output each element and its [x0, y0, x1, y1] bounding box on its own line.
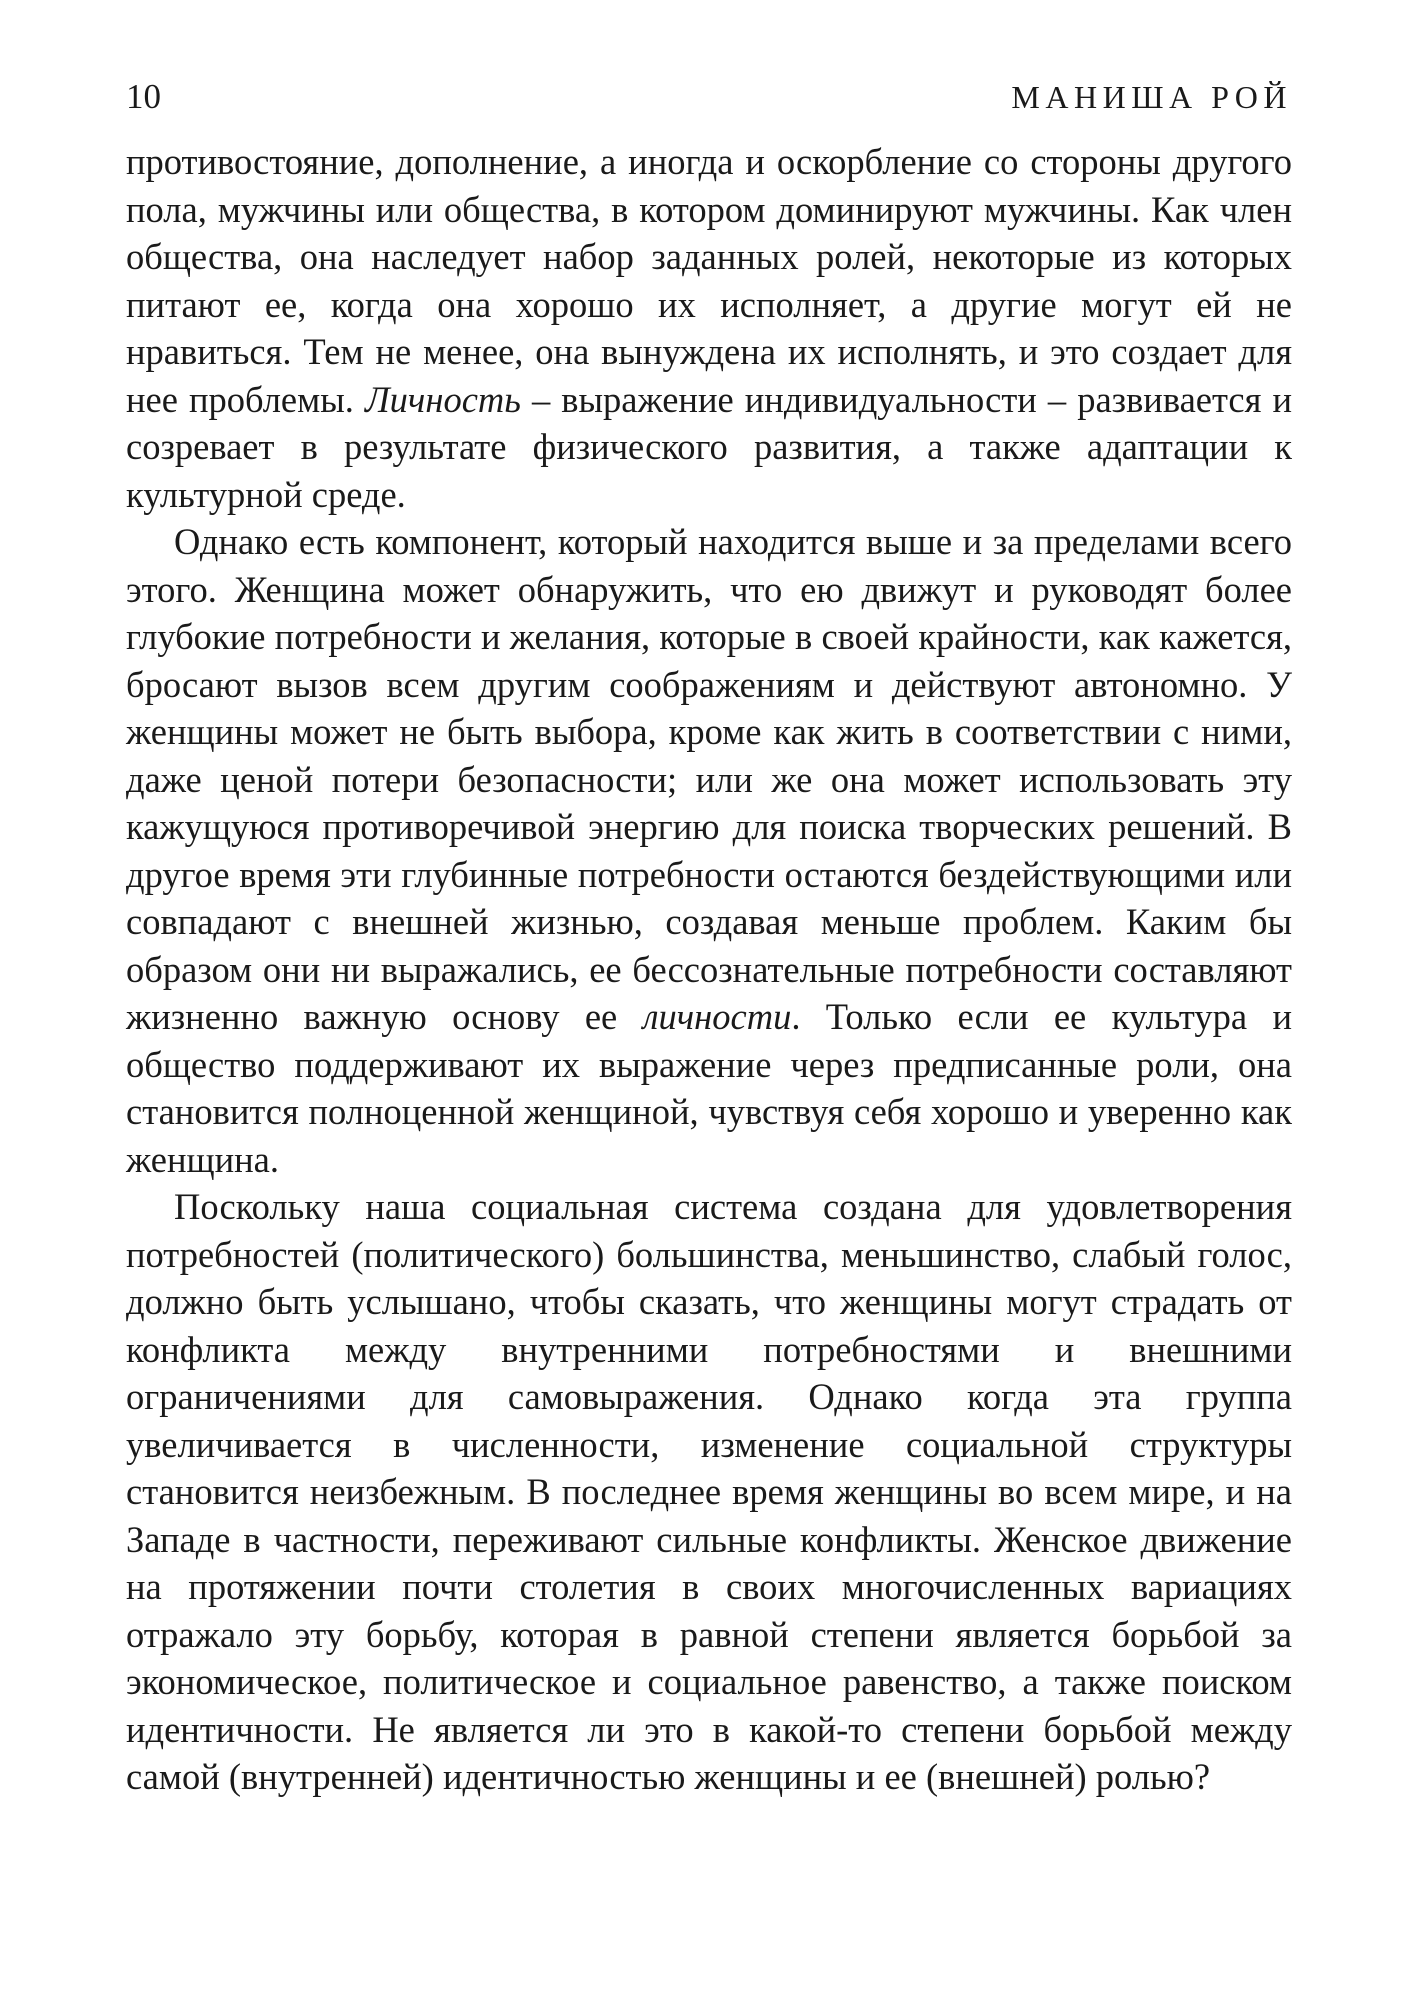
paragraph-1-italic: Личность: [364, 378, 521, 420]
paragraph-2: [126, 518, 1292, 1183]
running-head: [126, 72, 1292, 122]
paragraph-1-text-b: – выражение индивидуальности – развивается и созревает в результате физического развития, а также адаптации к культурной среде.: [126, 378, 1292, 515]
running-title: МАНИША РОЙ: [1011, 79, 1292, 115]
paragraph-3: Поскольку наша социальная система создана для удовлетворения потребностей (политического) большинства, меньшинство, слабый голос, должно быть услышано, чтобы сказать, что женщины могут страдать от конфликта между внутренними потребностями и внешними ограничениями для самовыражения. Однако когда эта группа увеличивается в численности, изменение социальной структуры становится неизбежным. В последнее время женщины во всем мире, и на Западе в частности, переживают сильные конфликты. Женское движение на протяжении почти столетия в своих многочисленных вариациях отражало эту борьбу, которая в равной степени является борьбой за экономическое, политическое и социальное равенство, а также поиском идентичности. Не является ли это в какой-то степени борьбой между самой (внутренней) идентичностью женщины и ее (внешней) ролью?: [126, 1186, 1292, 1797]
page-number: 10: [126, 77, 161, 116]
paragraph-2-italic: личности: [642, 996, 792, 1037]
paragraph-1-text-a: противостояние, дополнение, а иногда и оскорбление со стороны другого пола, мужчины или общества, в котором доминируют мужчины. Как член общества, она наследует набор заданных ролей, некоторые из которых питают ее, когда она хорошо их исполняет, а другие могут ей не нравиться. Тем не менее, она вынуждена их исполнять, и это создает для нее проблемы.: [126, 141, 1292, 420]
paragraph-1: [126, 138, 1292, 518]
paragraph-2-text-a: Однако есть компонент, который находится выше и за пределами всего этого. Женщина может обнаружить, что ею движут и руководят более глубокие потребности и желания, которые в своей крайности, как кажется, бросают вызов всем другим соображениям и действуют автономно. У женщины может не быть выбора, кроме как жить в соответствии с ними, даже ценой потери безопасности; или же она может использовать эту кажущуюся противоречивой энергию для поиска творческих решений. В другое время эти глубинные потребности остаются бездействующими или совпадают с внешней жизнью, создавая меньше проблем. Каким бы образом они ни выражались, ее бессознательные потребности составляют жизненно важную основу ее: [126, 521, 1292, 1037]
paragraph-2-text-b: . Только если ее культура и общество поддерживают их выражение через предписанные роли, она становится полноценной женщиной, чувствуя себя хорошо и уверенно как женщина.: [126, 996, 1292, 1180]
body-text: [126, 138, 1292, 1801]
